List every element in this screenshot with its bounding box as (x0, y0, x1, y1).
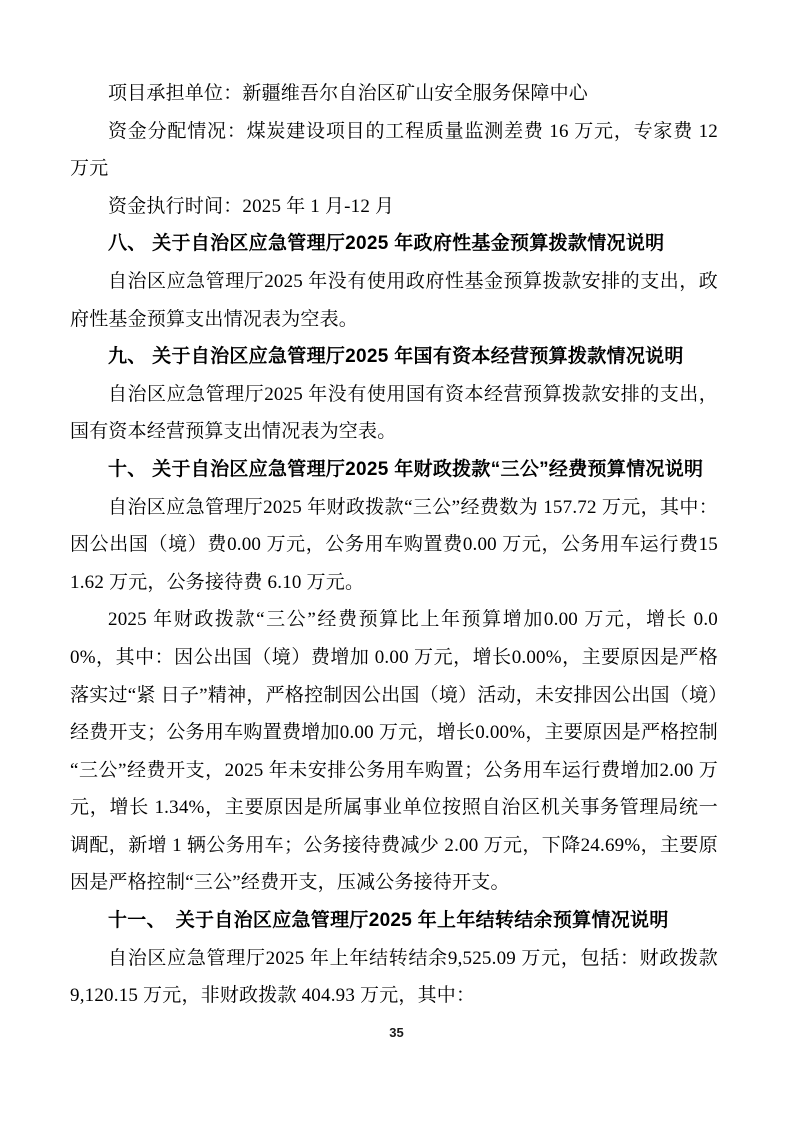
section-heading-11-carryover: 十一、 关于自治区应急管理厅2025 年上年结转结余预算情况说明 (108, 910, 669, 932)
section-heading-9-state-capital: 九、 关于自治区应急管理厅2025 年国有资本经营预算拨款情况说明 (108, 346, 684, 368)
paragraph-project-unit: 项目承担单位：新疆维吾尔自治区矿山安全服务保障中心 (108, 83, 589, 104)
section-heading-10-three-public: 十、 关于自治区应急管理厅2025 年财政拨款“三公”经费预算情况说明 (108, 458, 704, 480)
document-body (70, 75, 718, 1015)
paragraph-state-capital: 自治区应急管理厅2025 年没有使用国有资本经营预算拨款安排的支出，国有资本经营预算支出情况表为空表。 (70, 383, 718, 443)
page-number: 35 (389, 1025, 404, 1040)
paragraph-fund-execution-time: 资金执行时间：2025 年 1 月-12 月 (108, 195, 395, 217)
paragraph-three-public-totals: 自治区应急管理厅2025 年财政拨款“三公”经费数为 157.72 万元，其中：因公出国（境）费0.00 万元，公务用车购置费0.00 万元，公务用车运行费151.62 万元，公务接待费 6.10 万元。 (70, 496, 718, 593)
section-heading-8-gov-fund-budget: 八、 关于自治区应急管理厅2025 年政府性基金预算拨款情况说明 (108, 233, 665, 255)
paragraph-fund-allocation: 资金分配情况：煤炭建设项目的工程质量监测差费 16 万元，专家费 12 万元 (70, 120, 718, 180)
paragraph-carryover-totals: 自治区应急管理厅2025 年上年结转结余9,525.09 万元，包括：财政拨款9,120.15 万元，非财政拨款 404.93 万元，其中： (70, 947, 718, 1007)
paragraph-three-public-changes: 2025 年财政拨款“三公”经费预算比上年预算增加0.00 万元，增长 0.00%，其中：因公出国（境）费增加 0.00 万元，增长0.00%，主要原因是严格落实过“紧 日子”精神，严格控制因公出国（境）活动，未安排因公出国（境）经费开支；公务用车购置费增加0.00 万元，增长0.00%，主要原因是严格控制“三公”经费开支，2025 年未安排公务用车购置；公务用车运行费增加2.00 万元，增长 1.34%，主要原因是所属事业单位按照自治区机关事务管理局统一调配，新增 1 辆公务用车；公务接待费减少 2.00 万元，下降24.69%，主要原因是严格控制“三公”经费开支，压减公务接待开支。 (70, 609, 718, 894)
paragraph-gov-fund-budget: 自治区应急管理厅2025 年没有使用政府性基金预算拨款安排的支出，政府性基金预算支出情况表为空表。 (70, 270, 718, 330)
